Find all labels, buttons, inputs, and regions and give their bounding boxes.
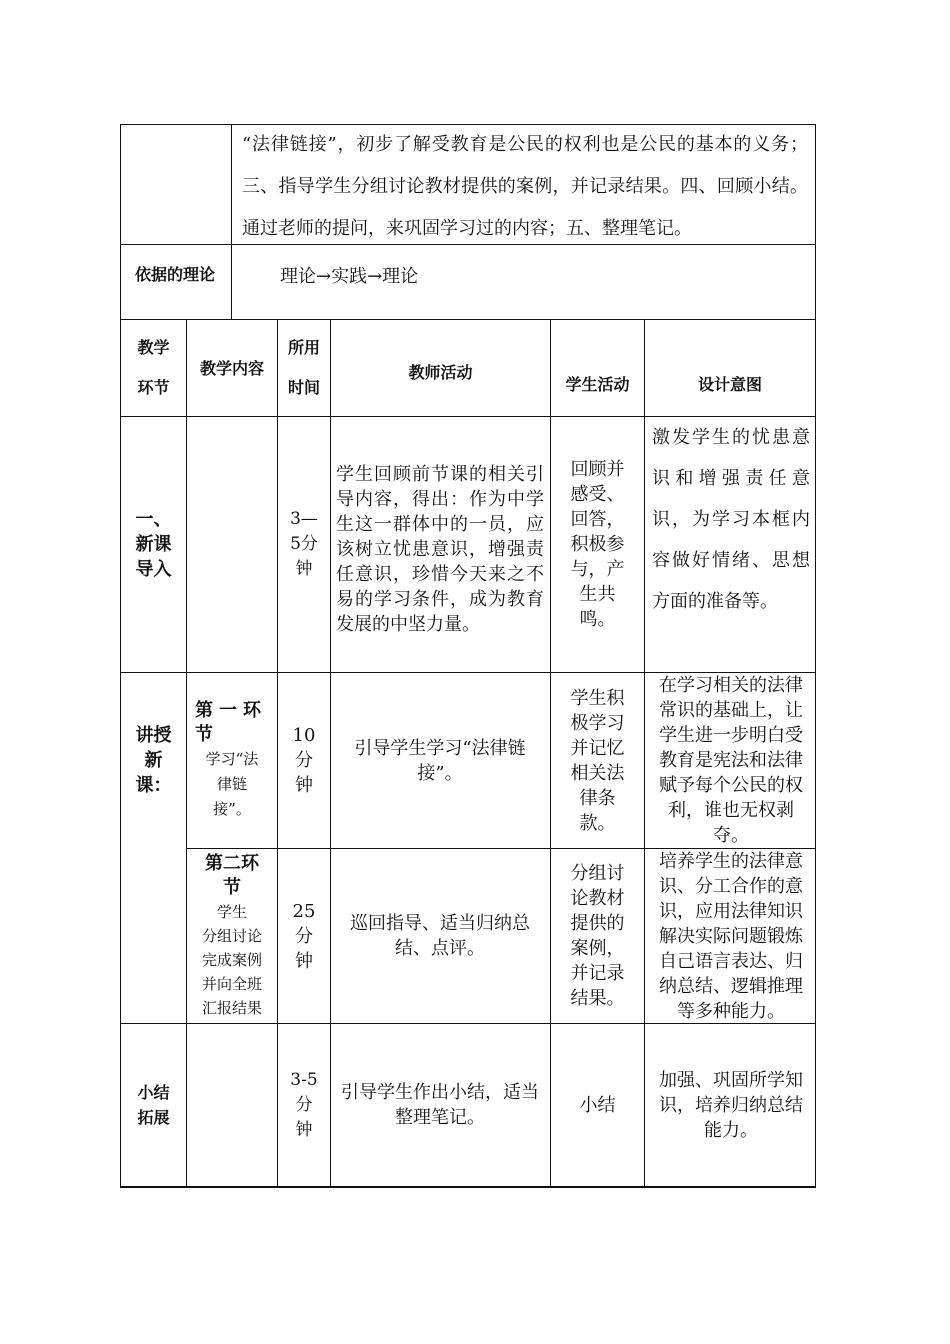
row4-stage: 小结 拓展 [137,1083,170,1127]
column-divider [231,124,232,319]
row2-content-text: 学习“法 律链 接”。 [205,750,259,818]
row1-teacher: 学生回顾前节课的相关引导内容，得出：作为中学生这一群体中的一员，应该树立忧患意识，增强责任意识，珍惜今天来之不易的学习条件，成为教育发展的中坚力量。 [336,464,544,635]
header-stage: 教学 环节 [137,338,170,397]
row1-time: 3— 5分 钟 [290,509,318,579]
row1-student: 回顾并 感受、 回答， 积极参 与，产 生共 鸣。 [570,459,625,630]
row1-design: 激发学生的忧患意识和增强责任意识，为学习本框内容做好情绪、思想方面的准备等。 [652,427,810,612]
row2-student: 学生积 极学习 并记忆 相关法 律条 款。 [570,687,625,834]
row4-design: 加强、巩固所学知识，培养归纳总结能力。 [659,1069,803,1141]
header-design: 设计意图 [697,375,762,394]
table-bottom-border [120,1186,816,1188]
table-right-border [815,124,816,1187]
header-student: 学生活动 [565,375,630,394]
row3-design: 培养学生的法律意识、分工合作的意识，应用法律知识解决实际问题锻炼自己语言表达、归纳总结、逻辑推理等多种能力。 [659,850,803,1022]
row2-time: 10 分 钟 [292,725,316,796]
row2-teacher: 引导学生学习“法律链接”。 [354,737,526,784]
row1-stage: 一、 新课 导入 [135,509,172,580]
row2-content-title: 第一环 节 [195,700,267,745]
row3-content-text: 学生 分组讨论 完成案例 并向全班 汇报结果 [201,903,262,1017]
row4-student: 小结 [579,1094,616,1116]
row3-student: 分组讨 论教材 提供的 案例， 并记录 结果。 [570,863,625,1009]
column-divider [644,319,645,1186]
header-teacher: 教师活动 [408,363,473,382]
row2-design: 在学习相关的法律常识的基础上，让学生进一步明白受教育是宪法和法律赋予每个公民的权利，谁也无权剥夺。 [659,675,803,846]
row2-stage: 讲授 新 课： [135,725,172,796]
basis-label: 依据的理论 [135,265,216,284]
header-content: 教学内容 [199,359,264,378]
row4-teacher: 引导学生作出小结，适当整理笔记。 [341,1082,539,1128]
row3-content [187,849,277,1023]
row3-time: 25 分 钟 [292,900,316,972]
row2-content [187,673,277,848]
row4-time: 3-5 分 钟 [290,1069,318,1140]
row3-teacher: 巡回指导、适当归纳总结、点评。 [350,913,530,959]
row3-content-title: 第二环 节 [205,853,259,898]
intro-paragraph: “法律链接”，初步了解受教育是公民的权利也是公民的基本的义务；三、指导学生分组讨论教材提供的案例，并记录结果。四、回顾小结。通过老师的提问，来巩固学习过的内容；五、整理笔记。 [242,134,808,239]
basis-value: 理论→实践→理论 [280,266,419,287]
header-time: 所用 时间 [287,338,320,397]
column-divider [330,319,331,1186]
